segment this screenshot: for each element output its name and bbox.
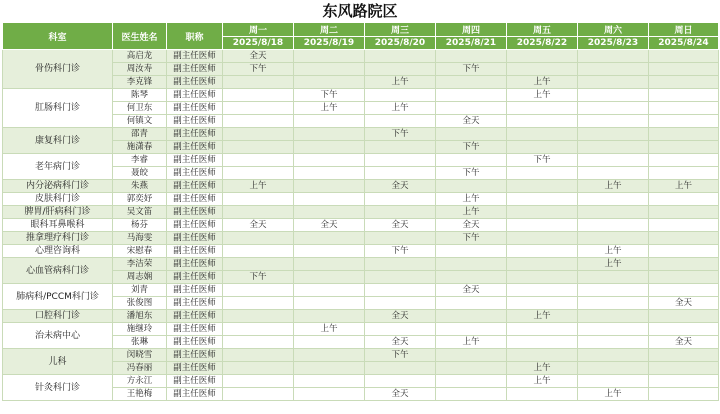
doctor-title-cell: 副主任医师 [167, 388, 223, 401]
schedule-cell [649, 154, 719, 167]
header-day: 周日 [649, 23, 719, 37]
schedule-cell [507, 63, 578, 76]
table-row [3, 154, 719, 167]
schedule-cell: 上午 [436, 206, 507, 219]
schedule-cell [649, 323, 719, 336]
schedule-cell: 全天 [365, 336, 436, 349]
schedule-cell [294, 193, 365, 206]
schedule-cell [365, 89, 436, 102]
schedule-cell: 下午 [294, 89, 365, 102]
schedule-cell [649, 50, 719, 63]
doctor-name-cell: 何卫东 [113, 102, 167, 115]
schedule-cell [223, 115, 294, 128]
schedule-cell [507, 219, 578, 232]
table-row [3, 50, 719, 63]
doctor-name-cell: 刘青 [113, 284, 167, 297]
schedule-cell [294, 297, 365, 310]
schedule-cell [649, 141, 719, 154]
schedule-cell [578, 193, 649, 206]
schedule-cell [649, 167, 719, 180]
header-day: 周三 [365, 23, 436, 37]
dept-cell: 皮肤科门诊 [3, 193, 113, 206]
schedule-cell [507, 128, 578, 141]
schedule-cell [578, 336, 649, 349]
schedule-cell: 上午 [507, 375, 578, 388]
doctor-title-cell: 副主任医师 [167, 232, 223, 245]
schedule-cell [507, 232, 578, 245]
table-row [3, 128, 719, 141]
schedule-cell [223, 310, 294, 323]
doctor-name-cell: 周汝寿 [113, 63, 167, 76]
table-row [3, 375, 719, 388]
schedule-cell [294, 336, 365, 349]
schedule-cell [649, 219, 719, 232]
schedule-cell: 下午 [365, 349, 436, 362]
schedule-cell [507, 323, 578, 336]
dept-cell: 肛肠科门诊 [3, 89, 113, 128]
schedule-cell [578, 362, 649, 375]
header-dept: 科室 [3, 23, 113, 50]
doctor-name-cell: 陈琴 [113, 89, 167, 102]
schedule-cell [578, 349, 649, 362]
doctor-name-cell: 杨芬 [113, 219, 167, 232]
doctor-name-cell: 郭奕妤 [113, 193, 167, 206]
schedule-cell: 上午 [436, 193, 507, 206]
schedule-cell: 全天 [223, 219, 294, 232]
header-day: 周四 [436, 23, 507, 37]
doctor-title-cell: 副主任医师 [167, 271, 223, 284]
schedule-cell: 下午 [365, 245, 436, 258]
schedule-cell [223, 193, 294, 206]
table-row [3, 206, 719, 219]
schedule-cell [649, 89, 719, 102]
schedule-cell: 下午 [436, 167, 507, 180]
schedule-cell [294, 206, 365, 219]
schedule-cell [294, 50, 365, 63]
schedule-cell [578, 206, 649, 219]
doctor-title-cell: 副主任医师 [167, 245, 223, 258]
schedule-cell [436, 102, 507, 115]
table-row [3, 349, 719, 362]
doctor-title-cell: 副主任医师 [167, 102, 223, 115]
schedule-cell [365, 154, 436, 167]
schedule-cell [507, 284, 578, 297]
doctor-name-cell: 潘旭东 [113, 310, 167, 323]
schedule-cell [365, 297, 436, 310]
schedule-cell [578, 375, 649, 388]
schedule-cell: 上午 [507, 76, 578, 89]
doctor-name-cell: 闵晓雪 [113, 349, 167, 362]
schedule-cell [507, 388, 578, 401]
header-date: 2025/8/19 [294, 37, 365, 50]
table-row [3, 284, 719, 297]
doctor-title-cell: 副主任医师 [167, 50, 223, 63]
schedule-cell [294, 76, 365, 89]
doctor-title-cell: 副主任医师 [167, 167, 223, 180]
schedule-cell [223, 102, 294, 115]
schedule-cell: 全天 [365, 388, 436, 401]
schedule-cell [507, 180, 578, 193]
dept-cell: 康复科门诊 [3, 128, 113, 154]
schedule-cell [223, 154, 294, 167]
schedule-cell [507, 193, 578, 206]
header-position: 职称 [167, 23, 223, 50]
schedule-cell [223, 362, 294, 375]
doctor-title-cell: 副主任医师 [167, 297, 223, 310]
schedule-cell [649, 362, 719, 375]
schedule-cell [223, 128, 294, 141]
schedule-cell [365, 167, 436, 180]
dept-cell: 脾胃/肝病科门诊 [3, 206, 113, 219]
schedule-cell [578, 219, 649, 232]
schedule-cell [223, 141, 294, 154]
schedule-cell [294, 258, 365, 271]
header-day: 周二 [294, 23, 365, 37]
schedule-cell [507, 258, 578, 271]
dept-cell: 老年病门诊 [3, 154, 113, 180]
schedule-cell: 全天 [365, 219, 436, 232]
doctor-title-cell: 副主任医师 [167, 336, 223, 349]
schedule-cell [507, 271, 578, 284]
schedule-cell [365, 115, 436, 128]
schedule-cell: 全天 [436, 115, 507, 128]
table-row [3, 245, 719, 258]
doctor-title-cell: 副主任医师 [167, 375, 223, 388]
schedule-cell [294, 362, 365, 375]
schedule-cell: 全天 [365, 180, 436, 193]
schedule-cell: 全天 [223, 50, 294, 63]
schedule-cell [294, 232, 365, 245]
doctor-name-cell: 张琳 [113, 336, 167, 349]
doctor-title-cell: 副主任医师 [167, 258, 223, 271]
schedule-cell [223, 323, 294, 336]
sheet-title: 东风路院区 [322, 2, 398, 20]
schedule-cell [507, 349, 578, 362]
schedule-cell [294, 349, 365, 362]
header-date: 2025/8/22 [507, 37, 578, 50]
schedule-cell [436, 349, 507, 362]
schedule-cell: 下午 [436, 63, 507, 76]
schedule-cell [436, 375, 507, 388]
doctor-name-cell: 邵青 [113, 128, 167, 141]
table-row [3, 232, 719, 245]
doctor-title-cell: 副主任医师 [167, 76, 223, 89]
schedule-cell [436, 154, 507, 167]
schedule-cell [294, 63, 365, 76]
schedule-cell [365, 141, 436, 154]
schedule-cell [365, 284, 436, 297]
schedule-body [3, 50, 719, 401]
schedule-cell [436, 76, 507, 89]
schedule-cell [294, 310, 365, 323]
table-row [3, 89, 719, 102]
schedule-cell: 上午 [294, 102, 365, 115]
schedule-cell [649, 128, 719, 141]
schedule-cell [507, 115, 578, 128]
schedule-cell [578, 271, 649, 284]
schedule-cell: 全天 [649, 297, 719, 310]
schedule-cell [365, 375, 436, 388]
schedule-cell [294, 245, 365, 258]
schedule-cell [436, 89, 507, 102]
dept-cell: 治未病中心 [3, 323, 113, 349]
doctor-name-cell: 李洁荣 [113, 258, 167, 271]
schedule-cell [507, 245, 578, 258]
doctor-name-cell: 朱燕 [113, 180, 167, 193]
schedule-cell [578, 63, 649, 76]
schedule-cell: 全天 [294, 219, 365, 232]
table-row [3, 258, 719, 271]
doctor-name-cell: 李睿 [113, 154, 167, 167]
schedule-cell [294, 128, 365, 141]
schedule-cell [223, 89, 294, 102]
table-row [3, 193, 719, 206]
header-date: 2025/8/18 [223, 37, 294, 50]
dept-cell: 眼科耳鼻喉科 [3, 219, 113, 232]
schedule-cell [649, 63, 719, 76]
schedule-cell [578, 102, 649, 115]
schedule-cell [436, 245, 507, 258]
doctor-name-cell: 施继玲 [113, 323, 167, 336]
schedule-cell: 上午 [578, 388, 649, 401]
schedule-cell [578, 89, 649, 102]
doctor-name-cell: 聂皎 [113, 167, 167, 180]
doctor-name-cell: 周志娴 [113, 271, 167, 284]
schedule-cell [223, 206, 294, 219]
schedule-cell: 上午 [436, 336, 507, 349]
schedule-cell [223, 336, 294, 349]
schedule-cell [436, 180, 507, 193]
header-day: 周一 [223, 23, 294, 37]
schedule-cell [223, 349, 294, 362]
dept-cell: 推拿理疗科门诊 [3, 232, 113, 245]
schedule-cell: 上午 [294, 323, 365, 336]
doctor-name-cell: 王艳梅 [113, 388, 167, 401]
dept-cell: 心理咨询科 [3, 245, 113, 258]
doctor-title-cell: 副主任医师 [167, 323, 223, 336]
schedule-cell [578, 323, 649, 336]
header-date: 2025/8/20 [365, 37, 436, 50]
doctor-title-cell: 副主任医师 [167, 128, 223, 141]
schedule-cell [436, 297, 507, 310]
schedule-cell [649, 375, 719, 388]
schedule-cell [436, 258, 507, 271]
schedule-cell: 上午 [578, 180, 649, 193]
dept-cell: 儿科 [3, 349, 113, 375]
schedule-cell [223, 167, 294, 180]
schedule-cell [436, 388, 507, 401]
schedule-cell [436, 362, 507, 375]
schedule-cell [223, 388, 294, 401]
schedule-cell: 下午 [507, 154, 578, 167]
doctor-name-cell: 何镇文 [113, 115, 167, 128]
schedule-cell: 下午 [223, 271, 294, 284]
schedule-cell [223, 375, 294, 388]
schedule-table [2, 22, 719, 401]
schedule-cell [507, 141, 578, 154]
table-row [3, 219, 719, 232]
doctor-name-cell: 高启龙 [113, 50, 167, 63]
schedule-cell [294, 167, 365, 180]
schedule-cell [578, 167, 649, 180]
schedule-cell: 上午 [649, 180, 719, 193]
dept-cell: 针灸科门诊 [3, 375, 113, 401]
header-doctor: 医生姓名 [113, 23, 167, 50]
schedule-cell [294, 284, 365, 297]
schedule-cell [223, 76, 294, 89]
schedule-cell: 上午 [507, 362, 578, 375]
schedule-cell [223, 284, 294, 297]
schedule-cell: 上午 [365, 76, 436, 89]
doctor-title-cell: 副主任医师 [167, 284, 223, 297]
dept-cell: 心血管病科门诊 [3, 258, 113, 284]
doctor-title-cell: 副主任医师 [167, 115, 223, 128]
schedule-cell: 上午 [578, 245, 649, 258]
schedule-cell [507, 206, 578, 219]
schedule-cell [578, 50, 649, 63]
schedule-cell [578, 128, 649, 141]
doctor-name-cell: 冯春丽 [113, 362, 167, 375]
doctor-name-cell: 李克锋 [113, 76, 167, 89]
schedule-cell: 上午 [223, 180, 294, 193]
schedule-cell [649, 349, 719, 362]
table-row [3, 180, 719, 193]
schedule-cell: 全天 [436, 284, 507, 297]
doctor-title-cell: 副主任医师 [167, 310, 223, 323]
schedule-cell [649, 206, 719, 219]
schedule-cell [507, 167, 578, 180]
schedule-cell: 全天 [436, 219, 507, 232]
schedule-cell [365, 232, 436, 245]
schedule-cell [294, 180, 365, 193]
schedule-cell [436, 310, 507, 323]
table-row [3, 310, 719, 323]
schedule-cell [578, 141, 649, 154]
schedule-cell [649, 193, 719, 206]
schedule-cell [365, 258, 436, 271]
schedule-cell [436, 271, 507, 284]
schedule-cell: 全天 [649, 336, 719, 349]
doctor-title-cell: 副主任医师 [167, 193, 223, 206]
schedule-cell [649, 258, 719, 271]
schedule-cell [649, 115, 719, 128]
schedule-cell: 上午 [365, 102, 436, 115]
schedule-cell: 下午 [223, 63, 294, 76]
schedule-cell [294, 141, 365, 154]
header-day: 周六 [578, 23, 649, 37]
schedule-cell [436, 50, 507, 63]
table-row [3, 323, 719, 336]
schedule-cell [649, 245, 719, 258]
dept-cell: 口腔科门诊 [3, 310, 113, 323]
schedule-cell [578, 154, 649, 167]
schedule-cell [578, 76, 649, 89]
doctor-name-cell: 吴文笛 [113, 206, 167, 219]
schedule-cell [365, 362, 436, 375]
schedule-cell: 上午 [578, 258, 649, 271]
schedule-cell [223, 297, 294, 310]
doctor-name-cell: 施潇春 [113, 141, 167, 154]
schedule-cell [507, 336, 578, 349]
schedule-cell [578, 297, 649, 310]
schedule-cell [294, 154, 365, 167]
schedule-cell [507, 102, 578, 115]
schedule-cell [436, 323, 507, 336]
schedule-cell: 下午 [436, 232, 507, 245]
doctor-title-cell: 副主任医师 [167, 154, 223, 167]
header-date: 2025/8/24 [649, 37, 719, 50]
schedule-cell [649, 284, 719, 297]
schedule-cell [649, 232, 719, 245]
schedule-cell [578, 232, 649, 245]
header-row-days [3, 23, 719, 37]
schedule-cell: 全天 [365, 310, 436, 323]
doctor-title-cell: 副主任医师 [167, 362, 223, 375]
doctor-title-cell: 副主任医师 [167, 206, 223, 219]
schedule-cell [649, 310, 719, 323]
schedule-cell: 下午 [365, 128, 436, 141]
schedule-cell [507, 50, 578, 63]
schedule-cell [223, 245, 294, 258]
schedule-cell [436, 128, 507, 141]
schedule-cell [365, 271, 436, 284]
dept-cell: 骨伤科门诊 [3, 50, 113, 89]
schedule-cell [365, 50, 436, 63]
schedule-cell [578, 115, 649, 128]
doctor-name-cell: 马海雯 [113, 232, 167, 245]
header-date: 2025/8/23 [578, 37, 649, 50]
doctor-name-cell: 方永江 [113, 375, 167, 388]
header-date: 2025/8/21 [436, 37, 507, 50]
doctor-title-cell: 副主任医师 [167, 63, 223, 76]
doctor-title-cell: 副主任医师 [167, 89, 223, 102]
schedule-cell: 上午 [507, 310, 578, 323]
schedule-cell [223, 232, 294, 245]
schedule-cell [294, 388, 365, 401]
schedule-cell [365, 63, 436, 76]
doctor-title-cell: 副主任医师 [167, 219, 223, 232]
doctor-title-cell: 副主任医师 [167, 180, 223, 193]
schedule-cell [649, 271, 719, 284]
schedule-cell [294, 271, 365, 284]
schedule-cell [365, 206, 436, 219]
schedule-cell: 上午 [507, 89, 578, 102]
schedule-cell [578, 284, 649, 297]
doctor-title-cell: 副主任医师 [167, 349, 223, 362]
doctor-name-cell: 宋慰春 [113, 245, 167, 258]
schedule-cell [649, 388, 719, 401]
schedule-cell [507, 297, 578, 310]
schedule-cell [649, 102, 719, 115]
dept-cell: 肺病科/PCCM科门诊 [3, 284, 113, 310]
doctor-title-cell: 副主任医师 [167, 141, 223, 154]
schedule-cell: 下午 [436, 141, 507, 154]
schedule-cell [365, 323, 436, 336]
doctor-name-cell: 张俊图 [113, 297, 167, 310]
schedule-cell [294, 375, 365, 388]
schedule-cell [223, 258, 294, 271]
schedule-cell [578, 310, 649, 323]
schedule-cell [649, 76, 719, 89]
schedule-cell [294, 115, 365, 128]
dept-cell: 内分泌病科门诊 [3, 180, 113, 193]
header-day: 周五 [507, 23, 578, 37]
schedule-cell [365, 193, 436, 206]
